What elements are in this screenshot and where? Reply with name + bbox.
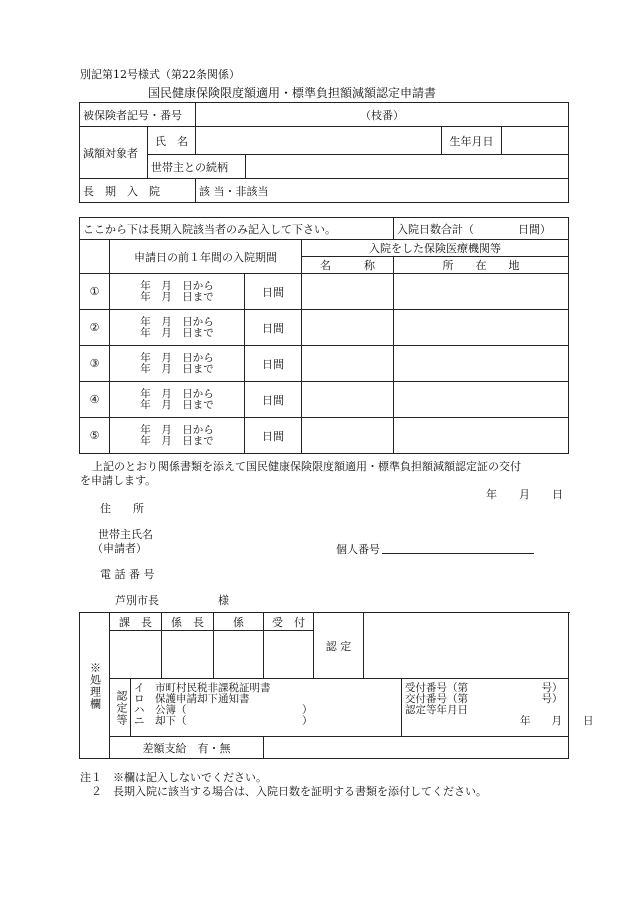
- period-from: 年 月 日から: [140, 423, 214, 436]
- period-from: 年 月 日から: [140, 351, 214, 364]
- row-number: ①: [80, 274, 110, 310]
- approval-types-cell: [110, 679, 131, 737]
- number-col-header: [80, 240, 110, 274]
- receipt-number[interactable]: 受付番号（第 号）: [405, 682, 563, 694]
- birth-label: 生年月日: [442, 127, 502, 155]
- applicant-label: （申請者）: [92, 542, 147, 555]
- addressee: 芦別市長: [115, 594, 159, 607]
- row-number: ③: [80, 346, 110, 382]
- institution-address-field[interactable]: [394, 346, 569, 382]
- period-from: 年 月 日から: [140, 315, 214, 328]
- staff-header: 係: [214, 613, 264, 631]
- stay-period[interactable]: [110, 346, 245, 382]
- stay-days[interactable]: 日間: [245, 310, 302, 346]
- approval-types-label: 認定等: [115, 689, 128, 726]
- institution-address-field[interactable]: [394, 418, 569, 454]
- stay-period[interactable]: [110, 382, 245, 418]
- issue-number[interactable]: 交付番号（第 号）: [405, 693, 563, 705]
- total-days: 入院日数合計（ 日間）: [394, 218, 569, 240]
- row-number: ④: [80, 382, 110, 418]
- phone-label: 電 話 番 号: [100, 568, 155, 581]
- institution-name-header: 名 称: [302, 257, 394, 274]
- branch-label: （枝番）: [196, 103, 569, 127]
- received-seal[interactable]: [264, 631, 314, 679]
- long-stay-value[interactable]: 該 当・非該当: [196, 179, 569, 203]
- chief-seal[interactable]: [162, 631, 214, 679]
- birth-field[interactable]: [502, 127, 569, 155]
- chief-header: 係 長: [162, 613, 214, 631]
- period-header: 申請日の前１年間の入院期間: [110, 240, 302, 274]
- my-number-field[interactable]: [382, 541, 534, 554]
- stay-period[interactable]: [110, 418, 245, 454]
- approval-label: 認 定: [314, 613, 364, 679]
- stay-period[interactable]: [110, 310, 245, 346]
- receipt-info: [402, 679, 594, 737]
- relation-label: 世帯主との続柄: [148, 155, 246, 179]
- note-1: 注１ ※欄は記入しないでください。: [80, 771, 267, 784]
- staff-seal[interactable]: [214, 631, 264, 679]
- approval-field[interactable]: [364, 613, 569, 679]
- received-header: 受 付: [264, 613, 314, 631]
- institution-name-field[interactable]: [302, 310, 394, 346]
- declaration-line2: を申請します。: [80, 474, 157, 487]
- stay-days[interactable]: 日間: [245, 382, 302, 418]
- stay-days[interactable]: 日間: [245, 346, 302, 382]
- name-label: 氏 名: [148, 127, 196, 155]
- stay-days[interactable]: 日間: [245, 274, 302, 310]
- institution-name-field[interactable]: [302, 346, 394, 382]
- hospital-stay-table: [79, 217, 569, 454]
- long-stay-label: 長 期 入 院: [80, 179, 196, 203]
- applicant-table: [79, 102, 569, 203]
- institution-address-field[interactable]: [394, 274, 569, 310]
- approval-item[interactable]: ロ 保護申請却下通知書: [134, 693, 250, 705]
- institution-header: 入院をした保険医療機関等: [302, 240, 569, 257]
- section-chief-header: 課 長: [110, 613, 162, 631]
- office-use-side: [80, 613, 110, 759]
- difference-payment-field[interactable]: [264, 737, 569, 759]
- name-field[interactable]: [196, 127, 442, 155]
- insured-number-label: 被保険者記号・番号: [80, 103, 196, 127]
- institution-name-field[interactable]: [302, 418, 394, 454]
- long-stay-note: ここから下は長期入院該当者のみ記入して下さい。: [80, 218, 394, 240]
- row-number: ②: [80, 310, 110, 346]
- period-from: 年 月 日から: [140, 279, 214, 292]
- address-label: 住 所: [100, 502, 144, 515]
- relation-field[interactable]: [246, 155, 569, 179]
- addressee-honorific: 様: [218, 594, 229, 607]
- period-to: 年 月 日まで: [140, 290, 214, 303]
- office-use-label: ※処理欄: [88, 661, 102, 710]
- period-to: 年 月 日まで: [140, 434, 214, 447]
- period-to: 年 月 日まで: [140, 326, 214, 339]
- section-chief-seal[interactable]: [110, 631, 162, 679]
- head-name-label: 世帯主氏名: [98, 528, 153, 541]
- my-number-label: 個人番号: [336, 543, 380, 556]
- office-use-table: [79, 612, 594, 759]
- approval-types-list: [131, 679, 402, 737]
- note-2: ２ 長期入院に該当する場合は、入院日数を証明する書類を添付してください。: [80, 785, 487, 798]
- institution-address-field[interactable]: [394, 310, 569, 346]
- approval-item[interactable]: イ 市町村民税非課税証明書: [134, 682, 271, 694]
- target-label: 減額対象者: [80, 127, 148, 179]
- difference-payment[interactable]: 差額支給 有・無: [110, 737, 264, 759]
- period-to: 年 月 日まで: [140, 398, 214, 411]
- institution-name-field[interactable]: [302, 274, 394, 310]
- institution-address-header: 所 在 地: [394, 257, 569, 274]
- stay-period[interactable]: [110, 274, 245, 310]
- approval-date-label: 認定等年月日: [405, 704, 468, 716]
- approval-item[interactable]: ハ 公簿（ ）: [134, 704, 313, 716]
- stay-days[interactable]: 日間: [245, 418, 302, 454]
- period-from: 年 月 日から: [140, 387, 214, 400]
- form-number: 別記第12号様式（第22条関係）: [80, 68, 240, 81]
- period-to: 年 月 日まで: [140, 362, 214, 375]
- application-date[interactable]: 年 月 日: [486, 488, 563, 501]
- form-title: 国民健康保険限度額適用・標準負担額減額認定申請書: [148, 86, 437, 100]
- declaration-line1: 上記のとおり関係書類を添えて国民健康保険限度額適用・標準負担額減額認定証の交付: [92, 460, 521, 473]
- institution-address-field[interactable]: [394, 382, 569, 418]
- approval-item[interactable]: ニ 却下（ ）: [134, 715, 313, 727]
- institution-name-field[interactable]: [302, 382, 394, 418]
- approval-date-fields[interactable]: 年 月 日: [520, 715, 594, 727]
- row-number: ⑤: [80, 418, 110, 454]
